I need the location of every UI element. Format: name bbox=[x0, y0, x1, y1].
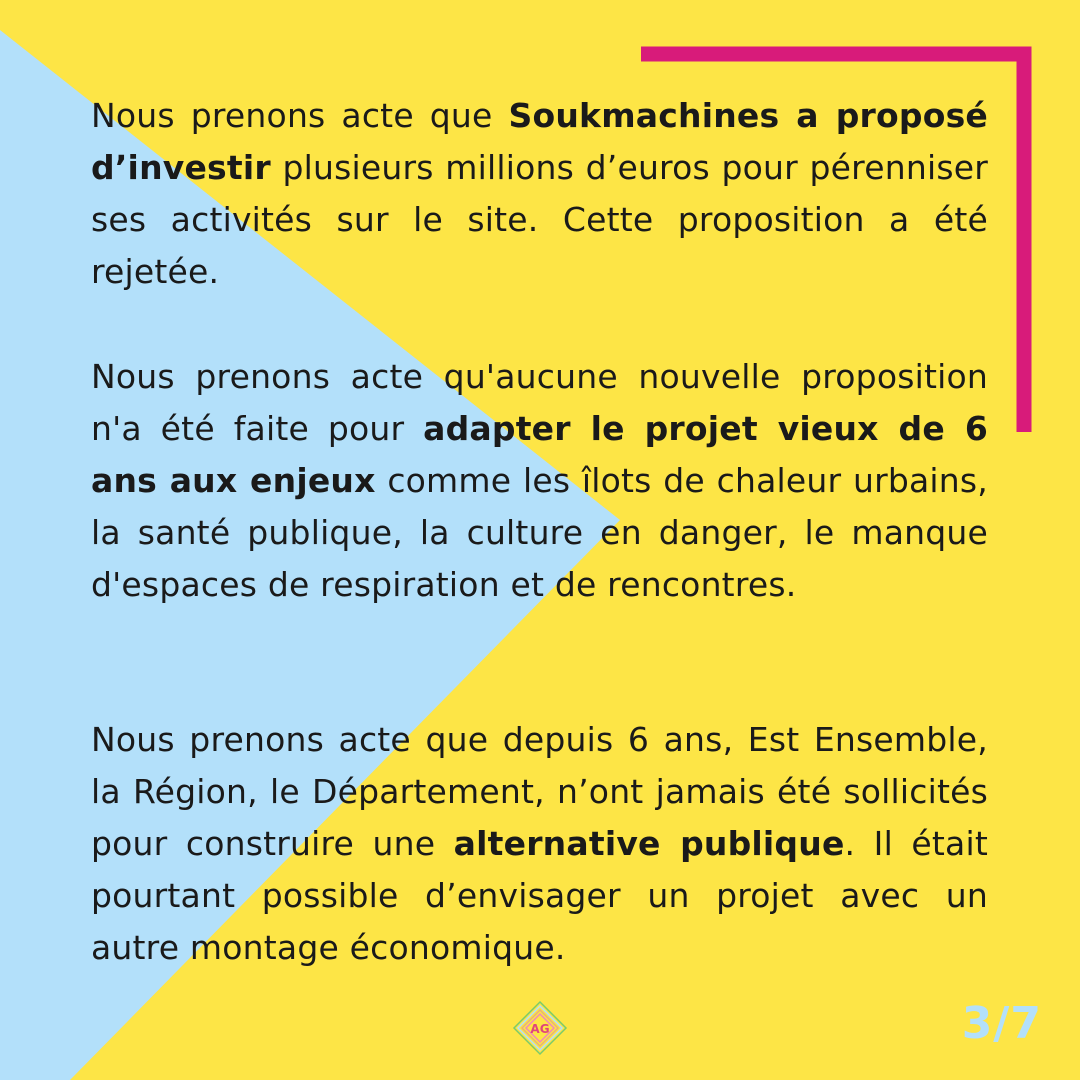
paragraph-1-bold-1: Soukmachines a proposé d’investir bbox=[91, 96, 989, 187]
paragraph-1-text-2: plusieurs millions d’euros pour pérenniser ses activités sur le site. Cette proposition a été rejetée. bbox=[91, 148, 988, 291]
paragraph-1-text-1: Nous prenons acte que bbox=[91, 96, 509, 135]
paragraph-1 bbox=[91, 90, 988, 298]
logo-text: AG bbox=[530, 1022, 550, 1036]
paragraph-3 bbox=[91, 714, 988, 974]
paragraph-2-bold-1: adapter le projet vieux de 6 ans aux enjeux bbox=[91, 409, 988, 500]
page-indicator: 3/7 bbox=[961, 998, 1042, 1049]
paragraph-2-text-2: comme les îlots de chaleur urbains, la santé publique, la culture en danger, le manque d'espaces de respiration et de rencontres. bbox=[91, 461, 988, 604]
paragraph-3-bold-1: alternative publique bbox=[453, 824, 845, 863]
paragraph-2 bbox=[91, 351, 988, 611]
paragraph-2-text-1: Nous prenons acte qu'aucune nouvelle proposition n'a été faite pour bbox=[91, 357, 988, 448]
ag-diamond-logo-icon bbox=[512, 1000, 568, 1056]
paragraph-3-text-1: Nous prenons acte que depuis 6 ans, Est Ensemble, la Région, le Département, n’ont jamais été sollicités pour construire une bbox=[91, 720, 988, 863]
paragraph-3-text-2: . Il était pourtant possible d’envisager un projet avec un autre montage économique. bbox=[91, 824, 988, 967]
